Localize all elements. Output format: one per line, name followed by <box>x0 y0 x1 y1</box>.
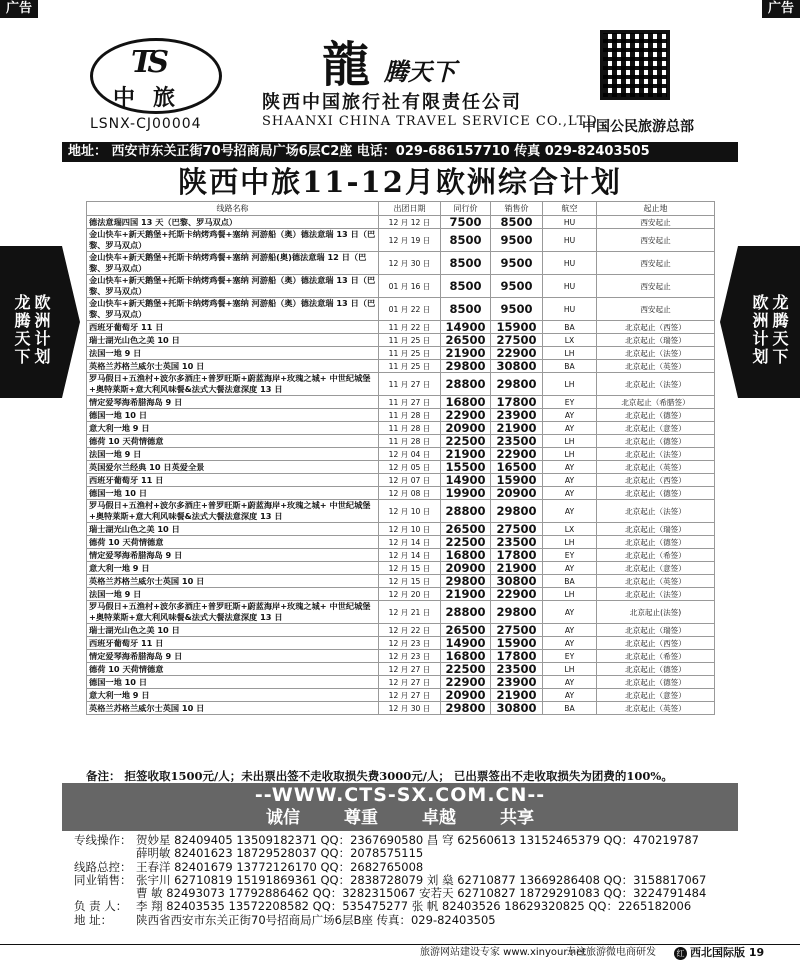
city-cell: 北京起止（希签） <box>597 650 715 663</box>
peer-price-cell: 8500 <box>441 298 491 321</box>
sale-price-cell: 23500 <box>491 536 543 549</box>
city-cell: 北京起止（德签） <box>597 487 715 500</box>
col-header-sale-price: 销售价 <box>491 202 543 216</box>
contact-label: 地 址： <box>74 912 113 927</box>
footer-badge-icon: 红 <box>674 947 687 960</box>
city-cell: 北京起止（德签） <box>597 409 715 422</box>
airline-cell: LX <box>543 334 597 347</box>
peer-price-cell: 8500 <box>441 275 491 298</box>
route-cell: 德法意瑞四国 13 天（巴黎、罗马双点） <box>87 216 379 229</box>
date-cell: 01 月 22 日 <box>379 298 441 321</box>
sale-price-cell: 15900 <box>491 321 543 334</box>
airline-cell: AY <box>543 624 597 637</box>
company-name-en: SHAANXI CHINA TRAVEL SERVICE CO.,LTD <box>262 114 598 129</box>
city-cell: 北京起止（瑞签） <box>597 624 715 637</box>
city-cell: 北京起止（法签） <box>597 373 715 396</box>
contact-label: 同业销售： <box>74 872 132 887</box>
footer-page-label: 西北国际版 19 <box>690 946 765 959</box>
date-cell: 12 月 12 日 <box>379 216 441 229</box>
contact-list <box>74 834 734 927</box>
table-row <box>87 448 715 461</box>
logo-ts-text: TS <box>131 45 163 80</box>
header <box>62 18 738 140</box>
date-cell: 12 月 15 日 <box>379 562 441 575</box>
peer-price-cell: 21900 <box>441 448 491 461</box>
sale-price-cell: 9500 <box>491 252 543 275</box>
address-bar: 地址： 西安市东关正街70号招商局广场6层C2座 电话：029-686157710 传真 029-82403505 <box>62 142 738 162</box>
table-row <box>87 663 715 676</box>
sale-price-cell: 23500 <box>491 435 543 448</box>
route-cell: 情定爱琴海希腊海岛 9 日 <box>87 650 379 663</box>
route-cell: 瑞士湖光山色之美 10 日 <box>87 334 379 347</box>
table-row <box>87 435 715 448</box>
sale-price-cell: 20900 <box>491 487 543 500</box>
airline-cell: AY <box>543 487 597 500</box>
peer-price-cell: 22900 <box>441 409 491 422</box>
license-number: LSNX-CJ00004 <box>90 116 202 132</box>
peer-price-cell: 26500 <box>441 334 491 347</box>
route-cell: 意大利一地 9 日 <box>87 689 379 702</box>
route-cell: 金山快车+新天鹅堡+托斯卡纳烤鸡餐+塞纳 河游船（奥）德法意瑞 13 日（巴黎、罗马双点） <box>87 229 379 252</box>
peer-price-cell: 20900 <box>441 689 491 702</box>
contact-row <box>74 834 734 847</box>
sale-price-cell: 15900 <box>491 474 543 487</box>
side-left-col-1: 龙腾天下 <box>12 294 31 366</box>
city-cell: 北京起止（西签） <box>597 321 715 334</box>
contact-label <box>74 887 136 900</box>
peer-price-cell: 26500 <box>441 624 491 637</box>
airline-cell: AY <box>543 500 597 523</box>
route-cell: 英格兰苏格兰威尔士英国 10 日 <box>87 360 379 373</box>
city-cell: 北京起止（德签） <box>597 676 715 689</box>
city-cell: 北京起止（英签） <box>597 575 715 588</box>
table-row <box>87 676 715 689</box>
date-cell: 12 月 10 日 <box>379 500 441 523</box>
col-header-city: 起止地 <box>597 202 715 216</box>
airline-cell: BA <box>543 702 597 715</box>
route-cell: 法国一地 9 日 <box>87 347 379 360</box>
contact-label: 负 责 人： <box>74 899 128 914</box>
city-cell: 北京起止（西签） <box>597 637 715 650</box>
airline-cell: AY <box>543 409 597 422</box>
route-cell: 英国爱尔兰经典 10 日英爱全景 <box>87 461 379 474</box>
date-cell: 12 月 30 日 <box>379 702 441 715</box>
airline-cell: LH <box>543 663 597 676</box>
city-cell: 北京起止（法签） <box>597 448 715 461</box>
peer-price-cell: 19900 <box>441 487 491 500</box>
sale-price-cell: 9500 <box>491 229 543 252</box>
route-cell: 情定爱琴海希腊海岛 9 日 <box>87 549 379 562</box>
table-row <box>87 500 715 523</box>
contact-text: 李 翔 82403535 13572208582 QQ：535475277 张 帆 82403526 18629320825 QQ：2265182006 <box>136 899 692 914</box>
date-cell: 11 月 25 日 <box>379 347 441 360</box>
peer-price-cell: 21900 <box>441 347 491 360</box>
table-row <box>87 588 715 601</box>
side-right-col-2: 龙腾天下 <box>770 294 789 366</box>
contact-label: 专线操作： <box>74 833 132 847</box>
city-cell: 北京起止(法签) <box>597 601 715 624</box>
peer-price-cell: 16800 <box>441 549 491 562</box>
peer-price-cell: 20900 <box>441 562 491 575</box>
table-row <box>87 461 715 474</box>
airline-cell: AY <box>543 474 597 487</box>
peer-price-cell: 16800 <box>441 396 491 409</box>
contact-row <box>74 847 734 860</box>
side-right-col-1: 欧洲计划 <box>750 294 769 366</box>
table-row <box>87 252 715 275</box>
route-cell: 德荷 10 天荷情德意 <box>87 536 379 549</box>
date-cell: 12 月 23 日 <box>379 650 441 663</box>
date-cell: 12 月 21 日 <box>379 601 441 624</box>
route-cell: 英格兰苏格兰威尔士英国 10 日 <box>87 702 379 715</box>
table-row <box>87 487 715 500</box>
peer-price-cell: 21900 <box>441 588 491 601</box>
airline-cell: LX <box>543 523 597 536</box>
airline-cell: LH <box>543 588 597 601</box>
table-row <box>87 396 715 409</box>
route-cell: 西班牙葡萄牙 11 日 <box>87 637 379 650</box>
route-cell: 德国一地 10 日 <box>87 487 379 500</box>
airline-cell: BA <box>543 360 597 373</box>
peer-price-cell: 22500 <box>441 663 491 676</box>
contact-label: 线路总控： <box>74 859 132 874</box>
date-cell: 12 月 15 日 <box>379 575 441 588</box>
sale-price-cell: 30800 <box>491 702 543 715</box>
date-cell: 12 月 14 日 <box>379 536 441 549</box>
footer <box>0 944 800 962</box>
contact-text: 陕西省西安市东关正街70号招商局广场6层B座 传真：029-82403505 <box>136 912 496 927</box>
airline-cell: LH <box>543 435 597 448</box>
peer-price-cell: 8500 <box>441 229 491 252</box>
route-cell: 英格兰苏格兰威尔士英国 10 日 <box>87 575 379 588</box>
airline-cell: EY <box>543 396 597 409</box>
date-cell: 11 月 28 日 <box>379 422 441 435</box>
sale-price-cell: 23900 <box>491 676 543 689</box>
qr-code-icon <box>600 30 670 100</box>
airline-cell: BA <box>543 575 597 588</box>
peer-price-cell: 26500 <box>441 523 491 536</box>
table-row <box>87 624 715 637</box>
col-header-airline: 航空 <box>543 202 597 216</box>
airline-cell: AY <box>543 689 597 702</box>
city-cell: 北京起止（法签） <box>597 588 715 601</box>
table-row <box>87 702 715 715</box>
route-cell: 德荷 10 天荷情德意 <box>87 435 379 448</box>
table-row <box>87 321 715 334</box>
sale-price-cell: 9500 <box>491 275 543 298</box>
contact-row <box>74 914 734 927</box>
date-cell: 12 月 23 日 <box>379 637 441 650</box>
peer-price-cell: 29800 <box>441 360 491 373</box>
route-cell: 金山快车+新天鹅堡+托斯卡纳烤鸡餐+塞纳 河游船（奥）德法意瑞 13 日（巴黎、罗马双点） <box>87 275 379 298</box>
city-cell: 西安起止 <box>597 252 715 275</box>
city-cell: 北京起止（瑞签） <box>597 523 715 536</box>
contact-label <box>74 847 136 860</box>
route-cell: 罗马假日+五渔村+波尔多酒庄+普罗旺斯+蔚蓝海岸+玫瑰之城+ 中世纪城堡+奥特莱斯+意大利风味餐&法式大餐法意深度 13 日 <box>87 373 379 396</box>
contact-row <box>74 900 734 913</box>
sale-price-cell: 16500 <box>491 461 543 474</box>
date-cell: 11 月 28 日 <box>379 435 441 448</box>
sale-price-cell: 8500 <box>491 216 543 229</box>
city-cell: 北京起止（英签） <box>597 702 715 715</box>
table-row <box>87 575 715 588</box>
route-cell: 情定爱琴海希腊海岛 9 日 <box>87 396 379 409</box>
table-row <box>87 373 715 396</box>
ad-label-right: 广告 <box>762 0 800 18</box>
sale-price-cell: 21900 <box>491 689 543 702</box>
date-cell: 12 月 22 日 <box>379 624 441 637</box>
contact-text: 曹 敏 82493073 17792886462 QQ：3282315067 安若天 62710827 18729291083 QQ：3224791484 <box>136 886 707 901</box>
date-cell: 12 月 30 日 <box>379 252 441 275</box>
sale-price-cell: 27500 <box>491 624 543 637</box>
city-cell: 北京起止（西签） <box>597 474 715 487</box>
date-cell: 12 月 27 日 <box>379 689 441 702</box>
qr-label: 中国公民旅游总部 <box>582 119 694 135</box>
route-cell: 德国一地 10 日 <box>87 409 379 422</box>
airline-cell: BA <box>543 321 597 334</box>
table-row <box>87 474 715 487</box>
peer-price-cell: 14900 <box>441 474 491 487</box>
table-row <box>87 275 715 298</box>
sale-price-cell: 30800 <box>491 360 543 373</box>
table-row <box>87 549 715 562</box>
logo-cn-text: 中旅 <box>113 86 194 111</box>
airline-cell: HU <box>543 229 597 252</box>
table-row <box>87 650 715 663</box>
sale-price-cell: 9500 <box>491 298 543 321</box>
date-cell: 12 月 10 日 <box>379 523 441 536</box>
side-left-col-2: 欧洲计划 <box>32 294 51 366</box>
city-cell: 北京起止（希腊签） <box>597 396 715 409</box>
airline-cell: HU <box>543 298 597 321</box>
side-banner-right <box>738 246 800 398</box>
city-cell: 北京起止（希签） <box>597 549 715 562</box>
city-cell: 西安起止 <box>597 229 715 252</box>
date-cell: 11 月 27 日 <box>379 396 441 409</box>
sale-price-cell: 29800 <box>491 500 543 523</box>
peer-price-cell: 22900 <box>441 676 491 689</box>
tengtianxia-text: 腾天下 <box>384 57 456 86</box>
city-cell: 北京起止（法签） <box>597 500 715 523</box>
city-cell: 北京起止（德签） <box>597 536 715 549</box>
city-cell: 北京起止（英签） <box>597 461 715 474</box>
slogan-banner <box>62 783 738 831</box>
city-cell: 北京起止（德签） <box>597 435 715 448</box>
airline-cell: LH <box>543 347 597 360</box>
contact-text: 张宇川 62710819 15191869361 QQ：2838728079 刘 燊 62710877 13669286408 QQ：3158817067 <box>136 872 707 887</box>
table-body <box>87 216 715 715</box>
date-cell: 12 月 20 日 <box>379 588 441 601</box>
sale-price-cell: 23900 <box>491 409 543 422</box>
ad-label-left: 广告 <box>0 0 38 18</box>
airline-cell: AY <box>543 461 597 474</box>
table-row <box>87 229 715 252</box>
sale-price-cell: 27500 <box>491 334 543 347</box>
peer-price-cell: 22500 <box>441 435 491 448</box>
peer-price-cell: 20900 <box>441 422 491 435</box>
route-cell: 瑞士湖光山色之美 10 日 <box>87 523 379 536</box>
date-cell: 12 月 14 日 <box>379 549 441 562</box>
side-banner-left <box>0 246 62 398</box>
table-row <box>87 216 715 229</box>
table-row <box>87 334 715 347</box>
table-row <box>87 536 715 549</box>
table-row <box>87 689 715 702</box>
table-row <box>87 637 715 650</box>
contact-text: 贺妙星 82409405 13509182371 QQ：2367690580 昌 穹 62560613 13152465379 QQ：470219787 <box>136 833 699 847</box>
airline-cell: HU <box>543 252 597 275</box>
table-row <box>87 298 715 321</box>
footer-tagline: 专注旅游微电商研发 <box>566 947 656 958</box>
route-cell: 金山快车+新天鹅堡+托斯卡纳烤鸡餐+塞纳 河游船（奥）德法意瑞 13 日（巴黎、罗马双点） <box>87 298 379 321</box>
airline-cell: LH <box>543 373 597 396</box>
cts-logo <box>90 38 222 114</box>
route-cell: 德荷 10 天荷情德意 <box>87 663 379 676</box>
route-cell: 罗马假日+五渔村+波尔多酒庄+普罗旺斯+蔚蓝海岸+玫瑰之城+ 中世纪城堡+奥特莱斯+意大利风味餐&法式大餐法意深度 13 日 <box>87 601 379 624</box>
slogan-2: 尊重 <box>344 808 378 828</box>
footer-website: 旅游网站建设专家 www.xinyour.net <box>420 947 587 958</box>
date-cell: 12 月 27 日 <box>379 676 441 689</box>
city-cell: 西安起止 <box>597 216 715 229</box>
table-row <box>87 523 715 536</box>
table-row <box>87 601 715 624</box>
route-cell: 德国一地 10 日 <box>87 676 379 689</box>
peer-price-cell: 28800 <box>441 373 491 396</box>
peer-price-cell: 15500 <box>441 461 491 474</box>
longteng-brand-art <box>314 26 504 94</box>
date-cell: 12 月 04 日 <box>379 448 441 461</box>
slogan-row <box>62 807 738 829</box>
date-cell: 11 月 22 日 <box>379 321 441 334</box>
airline-cell: AY <box>543 562 597 575</box>
sale-price-cell: 22900 <box>491 588 543 601</box>
city-cell: 北京起止（瑞签） <box>597 334 715 347</box>
date-cell: 11 月 28 日 <box>379 409 441 422</box>
table-row <box>87 409 715 422</box>
date-cell: 11 月 25 日 <box>379 334 441 347</box>
airline-cell: AY <box>543 637 597 650</box>
route-cell: 西班牙葡萄牙 11 日 <box>87 474 379 487</box>
route-cell: 罗马假日+五渔村+波尔多酒庄+普罗旺斯+蔚蓝海岸+玫瑰之城+ 中世纪城堡+奥特莱斯+意大利风味餐&法式大餐法意深度 13 日 <box>87 500 379 523</box>
sale-price-cell: 22900 <box>491 347 543 360</box>
sale-price-cell: 22900 <box>491 448 543 461</box>
sale-price-cell: 17800 <box>491 549 543 562</box>
slogan-4: 共享 <box>500 808 534 828</box>
route-cell: 瑞士湖光山色之美 10 日 <box>87 624 379 637</box>
contact-row <box>74 861 734 874</box>
peer-price-cell: 28800 <box>441 601 491 624</box>
route-cell: 意大利一地 9 日 <box>87 422 379 435</box>
itinerary-table <box>86 201 715 715</box>
date-cell: 12 月 05 日 <box>379 461 441 474</box>
date-cell: 12 月 08 日 <box>379 487 441 500</box>
city-cell: 北京起止（意签） <box>597 562 715 575</box>
contact-text: 王春洋 82401679 13772126170 QQ：2682765008 <box>136 859 424 874</box>
peer-price-cell: 16800 <box>441 650 491 663</box>
slogan-1: 诚信 <box>266 808 300 828</box>
date-cell: 11 月 27 日 <box>379 373 441 396</box>
airline-cell: LH <box>543 536 597 549</box>
date-cell: 01 月 16 日 <box>379 275 441 298</box>
peer-price-cell: 8500 <box>441 252 491 275</box>
dragon-calligraphy: 龍 <box>322 37 371 93</box>
airline-cell: AY <box>543 601 597 624</box>
city-cell: 西安起止 <box>597 275 715 298</box>
peer-price-cell: 28800 <box>441 500 491 523</box>
page-title: 陕西中旅11-12月欧洲综合计划 <box>178 165 622 199</box>
table-row <box>87 562 715 575</box>
sale-price-cell: 21900 <box>491 562 543 575</box>
website-url: --WWW.CTS-SX.COM.CN-- <box>254 784 546 806</box>
sale-price-cell: 23500 <box>491 663 543 676</box>
table-row <box>87 347 715 360</box>
peer-price-cell: 22500 <box>441 536 491 549</box>
peer-price-cell: 14900 <box>441 637 491 650</box>
airline-cell: AY <box>543 676 597 689</box>
route-cell: 法国一地 9 日 <box>87 588 379 601</box>
peer-price-cell: 29800 <box>441 575 491 588</box>
peer-price-cell: 7500 <box>441 216 491 229</box>
airline-cell: HU <box>543 275 597 298</box>
sale-price-cell: 15900 <box>491 637 543 650</box>
sale-price-cell: 29800 <box>491 373 543 396</box>
col-header-peer-price: 同行价 <box>441 202 491 216</box>
city-cell: 北京起止（英签） <box>597 360 715 373</box>
table-header-row <box>87 202 715 216</box>
peer-price-cell: 14900 <box>441 321 491 334</box>
peer-price-cell: 29800 <box>441 702 491 715</box>
city-cell: 北京起止（德签） <box>597 663 715 676</box>
sale-price-cell: 29800 <box>491 601 543 624</box>
city-cell: 北京起止（法签） <box>597 347 715 360</box>
sale-price-cell: 17800 <box>491 650 543 663</box>
col-header-date: 出团日期 <box>379 202 441 216</box>
date-cell: 12 月 07 日 <box>379 474 441 487</box>
airline-cell: AY <box>543 422 597 435</box>
remarks-note: 备注： 拒签收取1500元/人；未出票出签不走收取损失费3000元/人； 已出票签出不走收取损失为团费的100%。 <box>86 769 673 783</box>
sale-price-cell: 21900 <box>491 422 543 435</box>
col-header-route: 线路名称 <box>87 202 379 216</box>
airline-cell: EY <box>543 650 597 663</box>
date-cell: 12 月 19 日 <box>379 229 441 252</box>
slogan-3: 卓越 <box>422 808 456 828</box>
sale-price-cell: 27500 <box>491 523 543 536</box>
route-cell: 西班牙葡萄牙 11 日 <box>87 321 379 334</box>
table-row <box>87 360 715 373</box>
date-cell: 12 月 27 日 <box>379 663 441 676</box>
city-cell: 西安起止 <box>597 298 715 321</box>
company-name-cn: 陕西中国旅行社有限责任公司 <box>262 92 522 113</box>
airline-cell: EY <box>543 549 597 562</box>
sale-price-cell: 30800 <box>491 575 543 588</box>
route-cell: 意大利一地 9 日 <box>87 562 379 575</box>
city-cell: 北京起止（意签） <box>597 689 715 702</box>
table-row <box>87 422 715 435</box>
sale-price-cell: 17800 <box>491 396 543 409</box>
contact-text: 薛明敏 82401623 18729528037 QQ：2078575115 <box>136 846 424 861</box>
contact-row <box>74 874 734 887</box>
airline-cell: LH <box>543 448 597 461</box>
city-cell: 北京起止（意签） <box>597 422 715 435</box>
contact-row <box>74 887 734 900</box>
route-cell: 法国一地 9 日 <box>87 448 379 461</box>
airline-cell: HU <box>543 216 597 229</box>
date-cell: 11 月 25 日 <box>379 360 441 373</box>
route-cell: 金山快车+新天鹅堡+托斯卡纳烤鸡餐+塞纳 河游船(奥)德法意瑞 12 日（巴黎、罗马双点） <box>87 252 379 275</box>
